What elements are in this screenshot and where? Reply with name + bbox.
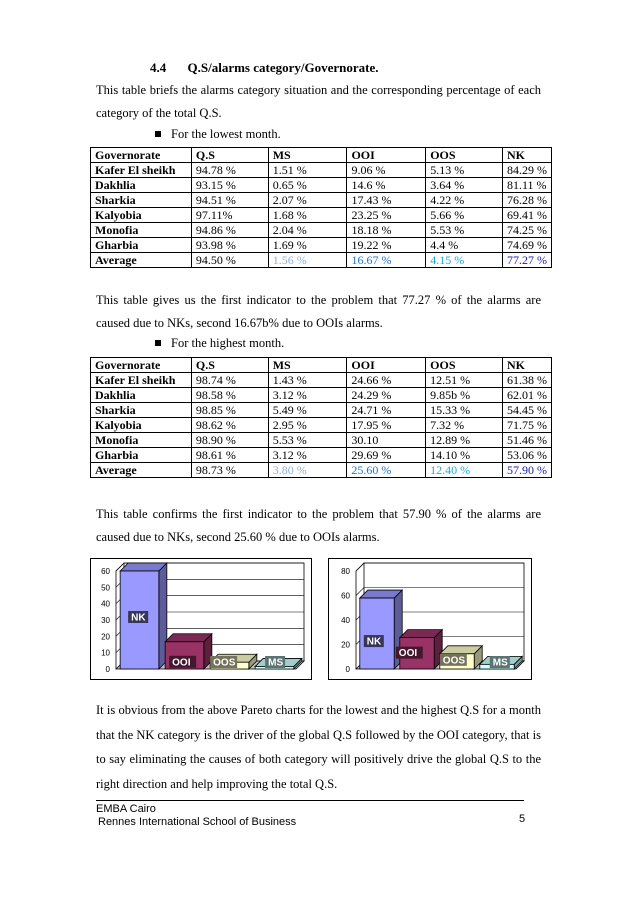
bullet-square-icon xyxy=(155,340,161,346)
y-tick-label: 30 xyxy=(101,616,110,625)
table-cell: 3.80 % xyxy=(268,463,347,478)
governorate-cell: Kalyobia xyxy=(91,418,192,433)
governorate-cell: Gharbia xyxy=(91,238,192,253)
table-cell: 77.27 % xyxy=(503,253,552,268)
bar-label: MS xyxy=(268,657,284,669)
table-header-cell: Governorate xyxy=(91,358,192,373)
table-cell: 1.43 % xyxy=(268,373,347,388)
table-header-row xyxy=(91,148,552,163)
y-tick-label: 40 xyxy=(101,599,110,609)
table-row xyxy=(91,433,552,448)
bar-label: NK xyxy=(131,612,146,624)
governorate-cell: Kalyobia xyxy=(91,208,192,223)
bar-label: NK xyxy=(366,636,382,648)
table-row xyxy=(91,208,552,223)
table-cell: 24.29 % xyxy=(347,388,426,403)
table-cell: 4.22 % xyxy=(426,193,503,208)
y-tick-label: 60 xyxy=(341,591,350,601)
table-cell: 3.12 % xyxy=(268,448,347,463)
table-cell: 98.74 % xyxy=(191,373,268,388)
table-cell: 61.38 % xyxy=(503,373,552,388)
table-header-cell: MS xyxy=(268,358,347,373)
table-cell: 71.75 % xyxy=(503,418,552,433)
table-cell: 23.25 % xyxy=(347,208,426,223)
table-cell: 51.46 % xyxy=(503,433,552,448)
table-cell: 0.65 % xyxy=(268,178,347,193)
paragraph-lowest: This table gives us the first indicator to the problem that 77.27 % of the alarms are caused due to NKs, second 16.67b% due to OOIs alarms. xyxy=(96,293,541,330)
table-cell: 16.67 % xyxy=(347,253,426,268)
governorate-cell: Sharkia xyxy=(91,193,192,208)
intro-paragraph: This table briefs the alarms category situation and the corresponding percentage of each category of the total Q.S. xyxy=(96,83,541,120)
table-cell: 98.58 % xyxy=(191,388,268,403)
table-header-cell: Q.S xyxy=(191,358,268,373)
table-cell: 98.61 % xyxy=(191,448,268,463)
table-header-cell: Governorate xyxy=(91,148,192,163)
table-cell: 74.69 % xyxy=(503,238,552,253)
table-cell: 93.98 % xyxy=(191,238,268,253)
table-cell: 5.53 % xyxy=(268,433,347,448)
bar-label: OOS xyxy=(442,655,466,667)
paragraph-highest: This table confirms the first indicator to the problem that 57.90 % of the alarms are caused due to NKs, second 25.60 % due to OOIs alarms. xyxy=(96,507,541,544)
bullet-highest-text: For the highest month. xyxy=(171,336,285,350)
table-header-cell: Q.S xyxy=(191,148,268,163)
conclusion-paragraph: It is obvious from the above Pareto charts for the lowest and the highest Q.S for a month that the NK category is the driver of the global Q.S followed by the OOI category, that is to say eliminating the causes of both category will positively drive the global Q.S to the right direction and help improving the total Q.S. xyxy=(96,703,541,791)
table-cell: 98.90 % xyxy=(191,433,268,448)
table-cell: 12.89 % xyxy=(426,433,503,448)
table-cell: 57.90 % xyxy=(503,463,552,478)
section-number: 4.4 xyxy=(150,60,167,75)
governorate-cell: Sharkia xyxy=(91,403,192,418)
section-title: Q.S/alarms category/Governorate. xyxy=(187,60,379,75)
table-row xyxy=(91,418,552,433)
governorate-cell: Kafer El sheikh xyxy=(91,373,192,388)
bar-top xyxy=(360,590,402,598)
page-number: 5 xyxy=(519,813,526,825)
table-cell: 18.18 % xyxy=(347,223,426,238)
table-cell: 4.15 % xyxy=(426,253,503,268)
table-row xyxy=(91,463,552,478)
table-cell: 2.04 % xyxy=(268,223,347,238)
table-cell: 98.73 % xyxy=(191,463,268,478)
pareto-chart-highest xyxy=(328,558,532,680)
table-cell: 5.49 % xyxy=(268,403,347,418)
footer-divider xyxy=(96,800,524,801)
table-cell: 9.85b % xyxy=(426,388,503,403)
table-cell: 97.11% xyxy=(191,208,268,223)
table-cell: 17.43 % xyxy=(347,193,426,208)
pareto-chart-lowest xyxy=(90,558,312,680)
table-cell: 4.4 % xyxy=(426,238,503,253)
y-tick-label: 10 xyxy=(101,648,110,658)
table-cell: 17.95 % xyxy=(347,418,426,433)
bar-label: OOI xyxy=(398,648,418,660)
table-cell: 12.51 % xyxy=(426,373,503,388)
table-cell: 53.06 % xyxy=(503,448,552,463)
footer-line1: EMBA Cairo xyxy=(96,803,156,815)
table-cell: 1.56 % xyxy=(268,253,347,268)
table-cell: 1.68 % xyxy=(268,208,347,223)
table-row xyxy=(91,388,552,403)
table-cell: 24.66 % xyxy=(347,373,426,388)
table-cell: 2.95 % xyxy=(268,418,347,433)
table-cell: 54.45 % xyxy=(503,403,552,418)
table-header-row xyxy=(91,358,552,373)
footer-line2: Rennes International School of Business xyxy=(98,816,297,828)
bullet-lowest-text: For the lowest month. xyxy=(171,127,281,141)
table-cell: 7.32 % xyxy=(426,418,503,433)
table-header-cell: OOS xyxy=(426,148,503,163)
table-cell: 5.66 % xyxy=(426,208,503,223)
bar-label: MS xyxy=(492,657,508,669)
bar-top xyxy=(440,646,482,654)
table-cell: 93.15 % xyxy=(191,178,268,193)
bar-top xyxy=(400,630,442,638)
table-row xyxy=(91,163,552,178)
table-cell: 94.50 % xyxy=(191,253,268,268)
governorate-cell: Average xyxy=(91,463,192,478)
table-cell: 3.64 % xyxy=(426,178,503,193)
table-row xyxy=(91,373,552,388)
table-header-cell: NK xyxy=(503,358,552,373)
table-cell: 5.13 % xyxy=(426,163,503,178)
table-header-cell: OOS xyxy=(426,358,503,373)
table-cell: 62.01 % xyxy=(503,388,552,403)
y-tick-label: 60 xyxy=(101,567,110,576)
table-cell: 24.71 % xyxy=(347,403,426,418)
table-cell: 1.69 % xyxy=(268,238,347,253)
bar-label: OOI xyxy=(172,657,191,669)
governorate-cell: Monofia xyxy=(91,433,192,448)
table-cell: 2.07 % xyxy=(268,193,347,208)
table-cell: 14.10 % xyxy=(426,448,503,463)
bullet-square-icon xyxy=(155,131,161,137)
table-row xyxy=(91,223,552,238)
table-header-cell: NK xyxy=(503,148,552,163)
bullet-highest xyxy=(155,336,284,351)
table-cell: 14.6 % xyxy=(347,178,426,193)
table-row xyxy=(91,238,552,253)
governorate-cell: Gharbia xyxy=(91,448,192,463)
table-cell: 25.60 % xyxy=(347,463,426,478)
bullet-lowest xyxy=(155,127,281,142)
table-cell: 76.28 % xyxy=(503,193,552,208)
table-cell: 1.51 % xyxy=(268,163,347,178)
table-cell: 74.25 % xyxy=(503,223,552,238)
table-cell: 98.85 % xyxy=(191,403,268,418)
table-cell: 3.12 % xyxy=(268,388,347,403)
y-tick-label: 0 xyxy=(345,665,350,674)
table-cell: 98.62 % xyxy=(191,418,268,433)
table-lowest-month xyxy=(90,147,552,268)
governorate-cell: Monofia xyxy=(91,223,192,238)
governorate-cell: Average xyxy=(91,253,192,268)
table-row xyxy=(91,178,552,193)
bar-top xyxy=(165,634,212,642)
table-row xyxy=(91,193,552,208)
bar-top xyxy=(120,563,167,571)
table-row xyxy=(91,253,552,268)
table-cell: 69.41 % xyxy=(503,208,552,223)
y-tick-label: 20 xyxy=(101,632,110,642)
y-tick-label: 80 xyxy=(341,567,350,576)
y-tick-label: 50 xyxy=(101,583,110,593)
y-tick-label: 0 xyxy=(105,665,110,674)
table-cell: 30.10 xyxy=(347,433,426,448)
table-header-cell: MS xyxy=(268,148,347,163)
table-cell: 29.69 % xyxy=(347,448,426,463)
section-heading xyxy=(150,60,378,76)
governorate-cell: Dakhlia xyxy=(91,388,192,403)
table-cell: 9.06 % xyxy=(347,163,426,178)
table-header-cell: OOI xyxy=(347,148,426,163)
bar-label: OOS xyxy=(213,657,236,669)
table-row xyxy=(91,403,552,418)
governorate-cell: Dakhlia xyxy=(91,178,192,193)
table-cell: 81.11 % xyxy=(503,178,552,193)
table-cell: 12.40 % xyxy=(426,463,503,478)
table-header-cell: OOI xyxy=(347,358,426,373)
table-cell: 5.53 % xyxy=(426,223,503,238)
bar-nk xyxy=(360,598,394,669)
y-tick-label: 20 xyxy=(341,640,350,650)
y-tick-label: 40 xyxy=(341,616,350,625)
table-row xyxy=(91,448,552,463)
table-cell: 15.33 % xyxy=(426,403,503,418)
table-cell: 94.78 % xyxy=(191,163,268,178)
table-cell: 19.22 % xyxy=(347,238,426,253)
table-highest-month xyxy=(90,357,552,478)
table-cell: 94.51 % xyxy=(191,193,268,208)
governorate-cell: Kafer El sheikh xyxy=(91,163,192,178)
table-cell: 94.86 % xyxy=(191,223,268,238)
table-cell: 84.29 % xyxy=(503,163,552,178)
